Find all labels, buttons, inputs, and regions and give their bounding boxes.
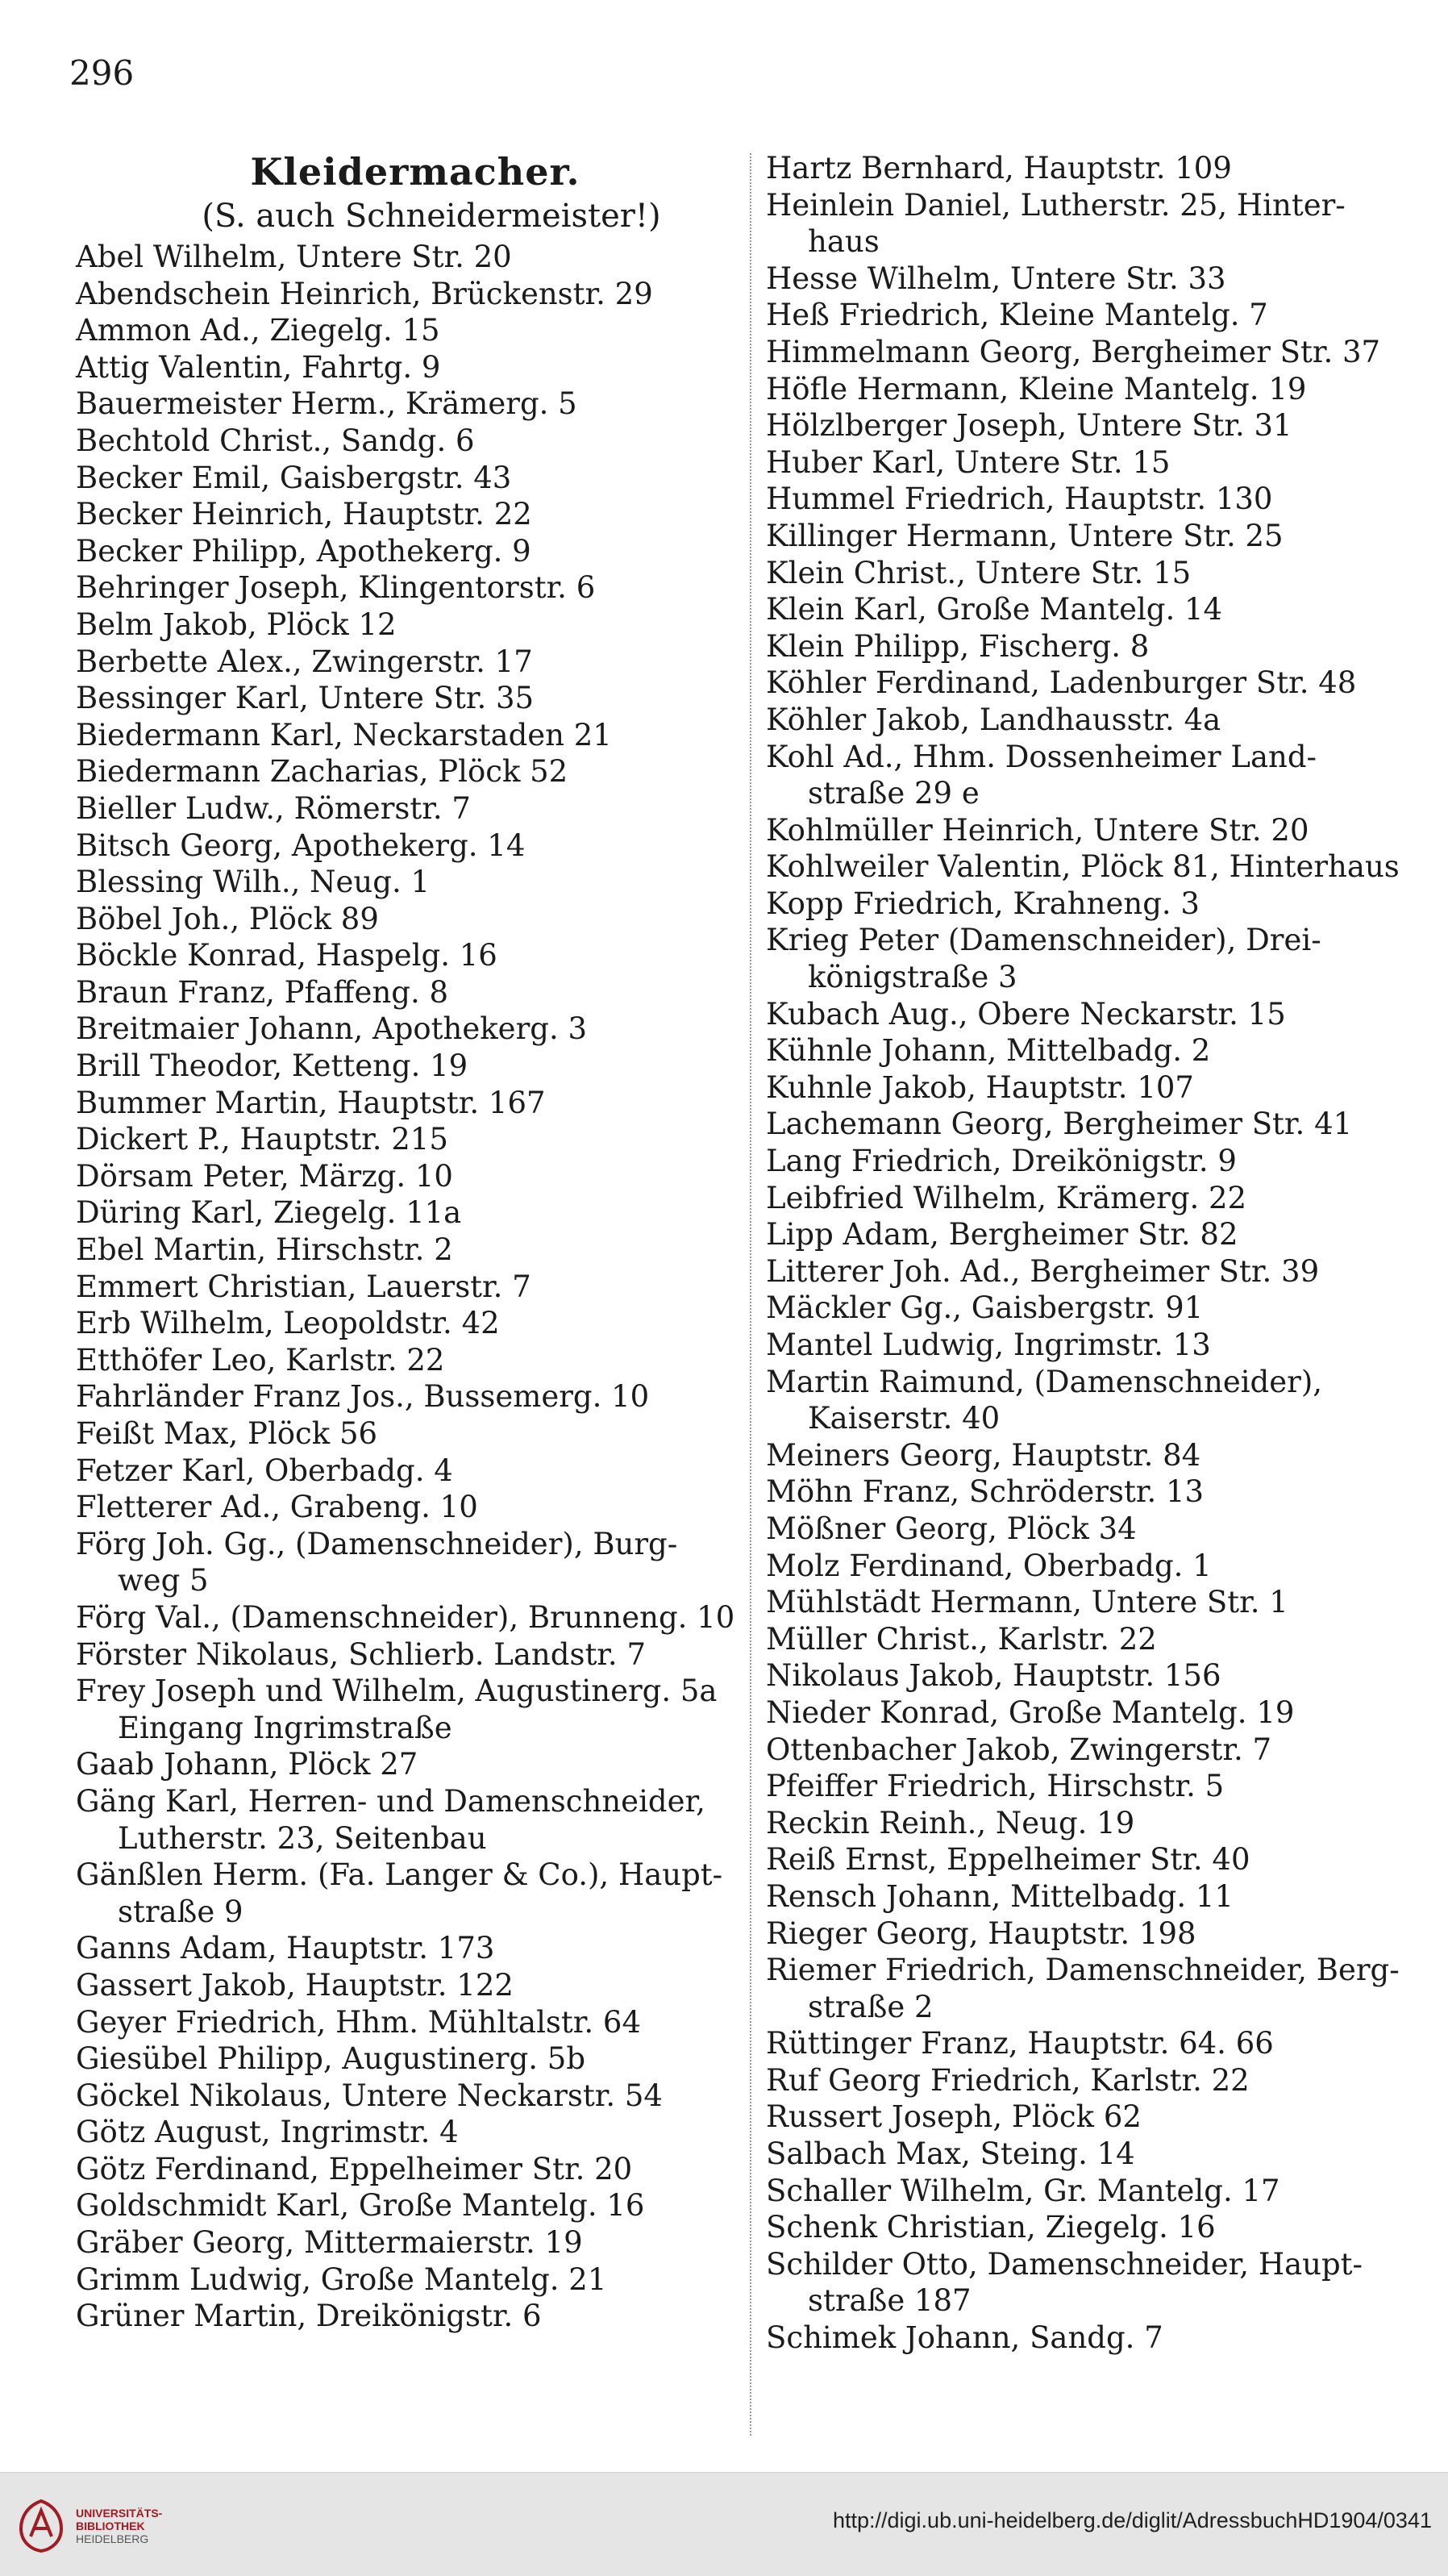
directory-entry: Ammon Ad., Ziegelg. 15 [76,313,440,348]
directory-entry: Hesse Wilhelm, Untere Str. 33 [766,261,1226,296]
directory-entry: Biedermann Karl, Neckarstaden 21 [76,717,612,752]
directory-entry: Kohlweiler Valentin, Plöck 81, Hinterhaus [766,849,1400,885]
directory-entry: Klein Karl, Große Mantelg. 14 [766,592,1223,627]
directory-entry: Litterer Joh. Ad., Bergheimer Str. 39 [766,1253,1320,1289]
directory-entry: Höfle Hermann, Kleine Mantelg. 19 [766,371,1307,406]
directory-entry: Bauermeister Herm., Krämerg. 5 [76,386,577,422]
directory-entry: Bechtold Christ., Sandg. 6 [76,423,475,458]
directory-entry: Bitsch Georg, Apothekerg. 14 [76,827,526,863]
source-url-link[interactable]: http://digi.ub.uni-heidelberg.de/diglit/AdressbuchHD1904/0341 [832,2508,1432,2532]
directory-entry: Fahrländer Franz Jos., Bussemerg. 10 [76,1379,650,1415]
logo-line-1: UNIVERSITÄTS- [76,2507,163,2520]
directory-entry: Förg Joh. Gg., (Damenschneider), Burg- [76,1526,678,1561]
directory-entry: Hartz Bernhard, Hauptstr. 109 [766,151,1232,185]
library-seal-icon [16,2498,66,2554]
directory-entry-continuation: straße 187 [808,2283,972,2319]
directory-entry: Ebel Martin, Hirschstr. 2 [76,1232,453,1268]
directory-entry-continuation: Eingang Ingrimstraße [118,1710,452,1745]
directory-entry: Abel Wilhelm, Untere Str. 20 [76,240,512,274]
directory-entry: Kohl Ad., Hhm. Dossenheimer Land- [766,739,1317,774]
directory-entry: Kühnle Johann, Mittelbadg. 2 [766,1033,1211,1069]
directory-entry: Hölzlberger Joseph, Untere Str. 31 [766,408,1292,444]
directory-entry-continuation: Lutherstr. 23, Seitenbau [118,1820,487,1856]
directory-entry: Götz Ferdinand, Eppelheimer Str. 20 [76,2151,633,2186]
directory-entry: Gänßlen Herm. (Fa. Langer & Co.), Haupt- [76,1857,723,1893]
directory-entry: Rensch Johann, Mittelbadg. 11 [766,1878,1234,1914]
directory-entry: Gräber Georg, Mittermaierstr. 19 [76,2225,583,2261]
directory-entry: Behringer Joseph, Klingentorstr. 6 [76,570,596,606]
directory-entry: Lang Friedrich, Dreikönigstr. 9 [766,1144,1237,1179]
directory-entry: Kohlmüller Heinrich, Untere Str. 20 [766,812,1309,848]
directory-entry: Feißt Max, Plöck 56 [76,1416,378,1451]
directory-entry: Goldschmidt Karl, Große Mantelg. 16 [76,2188,645,2224]
logo-line-3: HEIDELBERG [76,2532,149,2545]
directory-entry: Bessinger Karl, Untere Str. 35 [76,681,535,716]
directory-entry: Klein Philipp, Fischerg. 8 [766,628,1150,664]
directory-entry: Böbel Joh., Plöck 89 [76,901,379,936]
directory-entry: Fletterer Ad., Grabeng. 10 [76,1490,478,1525]
directory-entry: Biedermann Zacharias, Plöck 52 [76,754,568,790]
section-subheading: (S. auch Schneidermeister!) [202,198,661,235]
directory-entry: Schimek Johann, Sandg. 7 [766,2320,1163,2356]
library-logo[interactable] [16,2494,185,2558]
directory-entry: Meiners Georg, Hauptstr. 84 [766,1437,1201,1473]
directory-entry: Reiß Ernst, Eppelheimer Str. 40 [766,1842,1250,1878]
directory-entry: Attig Valentin, Fahrtg. 9 [76,349,441,385]
directory-entry: Möhn Franz, Schröderstr. 13 [766,1474,1205,1510]
directory-entry: Emmert Christian, Lauerstr. 7 [76,1269,531,1304]
left-column [76,150,739,2335]
directory-entry: Kubach Aug., Obere Neckarstr. 15 [766,996,1286,1032]
directory-entry: Nieder Konrad, Große Mantelg. 19 [766,1694,1295,1730]
directory-entry: Huber Karl, Untere Str. 15 [766,444,1171,480]
directory-entry: Düring Karl, Ziegelg. 11a [76,1195,462,1231]
directory-entry: Ruf Georg Friedrich, Karlstr. 22 [766,2062,1250,2098]
directory-entry: Köhler Ferdinand, Ladenburger Str. 48 [766,665,1357,701]
directory-entry-continuation: Kaiserstr. 40 [808,1401,1001,1436]
directory-entry: Heinlein Daniel, Lutherstr. 25, Hinter- [766,187,1346,223]
directory-entry: Reckin Reinh., Neug. 19 [766,1805,1135,1840]
directory-entry: Etthöfer Leo, Karlstr. 22 [76,1342,445,1378]
left-entry-list [76,239,739,2335]
directory-entry: Becker Emil, Gaisbergstr. 43 [76,460,512,495]
directory-entry: Gassert Jakob, Hauptstr. 122 [76,1967,514,2003]
directory-entry: Riemer Friedrich, Damenschneider, Berg- [766,1953,1400,1988]
directory-entry: Killinger Hermann, Untere Str. 25 [766,518,1284,553]
directory-entry: Becker Philipp, Apothekerg. 9 [76,533,531,569]
directory-entry: Braun Franz, Pfaffeng. 8 [76,974,449,1010]
directory-entry: Klein Christ., Untere Str. 15 [766,555,1192,590]
directory-entry: Krieg Peter (Damenschneider), Drei- [766,923,1321,958]
directory-entry-continuation: königstraße 3 [808,960,1017,995]
section-heading: Kleidermacher. [250,150,580,194]
directory-entry: Mößner Georg, Plöck 34 [766,1511,1137,1546]
page-number: 296 [69,53,135,93]
directory-entry: Heß Friedrich, Kleine Mantelg. 7 [766,298,1268,333]
directory-entry: Dickert P., Hauptstr. 215 [76,1122,448,1157]
directory-entry: Fetzer Karl, Oberbadg. 4 [76,1453,453,1488]
right-column [766,150,1435,2357]
logo-line-2: BIBLIOTHEK [76,2520,145,2532]
right-entry-list [766,150,1435,2357]
column-divider [750,153,751,2436]
directory-entry: Schaller Wilhelm, Gr. Mantelg. 17 [766,2173,1280,2208]
directory-entry: Breitmaier Johann, Apothekerg. 3 [76,1011,588,1047]
directory-entry: Becker Heinrich, Hauptstr. 22 [76,497,532,532]
directory-entry: Nikolaus Jakob, Hauptstr. 156 [766,1658,1221,1694]
directory-entry: Ottenbacher Jakob, Zwingerstr. 7 [766,1732,1272,1767]
directory-entry: Abendschein Heinrich, Brückenstr. 29 [76,276,653,311]
directory-entry: Martin Raimund, (Damenschneider), [766,1364,1323,1399]
directory-entry: Schilder Otto, Damenschneider, Haupt- [766,2246,1363,2282]
directory-entry: Grüner Martin, Dreikönigstr. 6 [76,2299,542,2334]
directory-entry: Ganns Adam, Hauptstr. 173 [76,1931,495,1966]
directory-entry: Belm Jakob, Plöck 12 [76,606,397,642]
directory-entry: Berbette Alex., Zwingerstr. 17 [76,644,533,679]
directory-entry: Grimm Ludwig, Große Mantelg. 21 [76,2261,607,2297]
directory-entry: Gaab Johann, Plöck 27 [76,1747,418,1782]
directory-entry: Giesübel Philipp, Augustinerg. 5b [76,2041,585,2077]
directory-entry: Frey Joseph und Wilhelm, Augustinerg. 5a [76,1674,718,1709]
footer-bar [0,2472,1448,2576]
directory-entry-continuation: haus [808,224,880,260]
directory-entry: Gäng Karl, Herren- und Damenschneider, [76,1783,705,1819]
directory-entry: Geyer Friedrich, Hhm. Mühltalstr. 64 [76,2004,641,2040]
directory-entry: Förster Nikolaus, Schlierb. Landstr. 7 [76,1636,646,1672]
directory-entry: Mühlstädt Hermann, Untere Str. 1 [766,1585,1288,1620]
directory-entry: Göckel Nikolaus, Untere Neckarstr. 54 [76,2078,663,2113]
directory-entry: Russert Joseph, Plöck 62 [766,2099,1142,2135]
directory-entry-continuation: straße 2 [808,1989,934,2024]
directory-entry: Böckle Konrad, Haspelg. 16 [76,938,497,973]
directory-entry: Kopp Friedrich, Krahneng. 3 [766,886,1200,921]
directory-entry: Dörsam Peter, Märzg. 10 [76,1158,453,1194]
library-name [76,2507,162,2545]
directory-entry: Molz Ferdinand, Oberbadg. 1 [766,1548,1212,1583]
directory-entry-continuation: straße 29 e [808,776,980,811]
directory-entry: Mäckler Gg., Gaisbergstr. 91 [766,1290,1204,1326]
directory-entry: Lipp Adam, Bergheimer Str. 82 [766,1217,1238,1253]
directory-entry: Blessing Wilh., Neug. 1 [76,865,431,900]
directory-entry: Müller Christ., Karlstr. 22 [766,1621,1157,1657]
directory-entry: Kuhnle Jakob, Hauptstr. 107 [766,1069,1194,1105]
directory-entry: Leibfried Wilhelm, Krämerg. 22 [766,1180,1247,1215]
directory-entry: Brill Theodor, Ketteng. 19 [76,1048,468,1084]
directory-entry: Pfeiffer Friedrich, Hirschstr. 5 [766,1769,1225,1804]
directory-entry: Götz August, Ingrimstr. 4 [76,2115,459,2150]
directory-entry: Rieger Georg, Hauptstr. 198 [766,1915,1196,1951]
directory-entry: Salbach Max, Steing. 14 [766,2136,1135,2172]
directory-entry: Rüttinger Franz, Hauptstr. 64. 66 [766,2026,1274,2061]
directory-entry: Erb Wilhelm, Leopoldstr. 42 [76,1306,500,1341]
directory-entry: Förg Val., (Damenschneider), Brunneng. 10 [76,1599,735,1635]
directory-entry-continuation: straße 9 [118,1894,243,1929]
directory-entry: Hummel Friedrich, Hauptstr. 130 [766,481,1273,517]
directory-entry: Lachemann Georg, Bergheimer Str. 41 [766,1107,1353,1142]
directory-entry: Schenk Christian, Ziegelg. 16 [766,2210,1216,2245]
directory-entry: Bieller Ludw., Römerstr. 7 [76,790,471,826]
directory-entry: Köhler Jakob, Landhausstr. 4a [766,702,1221,737]
directory-entry: Bummer Martin, Hauptstr. 167 [76,1085,546,1120]
directory-entry: Mantel Ludwig, Ingrimstr. 13 [766,1328,1211,1362]
directory-entry: Himmelmann Georg, Bergheimer Str. 37 [766,334,1381,369]
directory-entry-continuation: weg 5 [118,1563,209,1599]
